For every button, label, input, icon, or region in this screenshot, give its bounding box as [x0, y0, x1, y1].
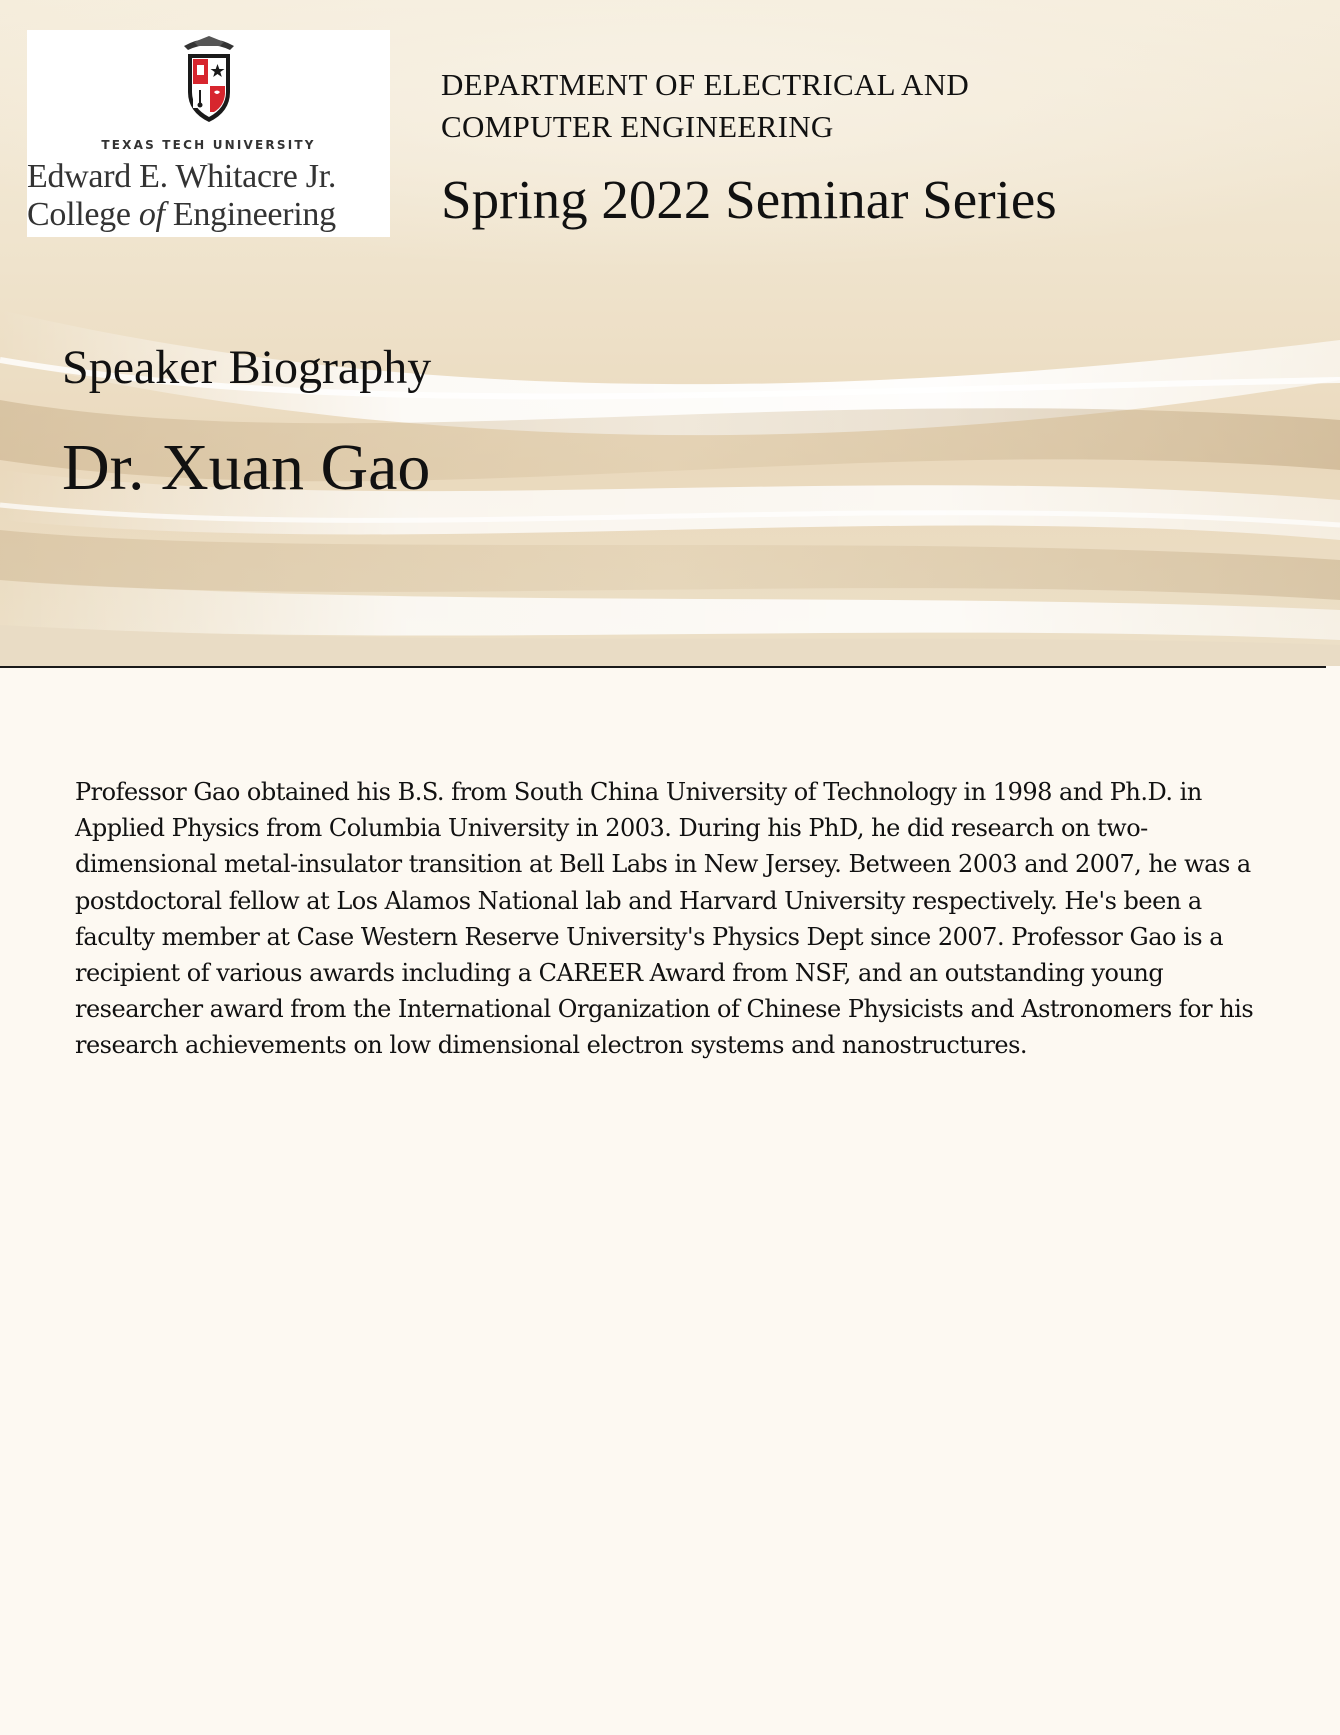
- college-logo: [27, 30, 390, 237]
- header-divider: [0, 666, 1326, 668]
- university-name: TEXAS TECH UNIVERSITY: [101, 138, 316, 152]
- department-name: DEPARTMENT OF ELECTRICAL AND COMPUTER ENGINEERING: [441, 67, 970, 144]
- speaker-name: Dr. Xuan Gao: [62, 431, 431, 504]
- college-name-line1: Edward E. Whitacre Jr.: [27, 158, 337, 195]
- texas-tech-seal-icon: [174, 32, 244, 128]
- college-name-line2-post: Engineering: [164, 196, 336, 233]
- section-label: Speaker Biography: [62, 341, 432, 394]
- college-name-line2-em: of: [138, 196, 165, 233]
- biography-text: Professor Gao obtained his B.S. from South China University of Technology in 1998 and Ph.D. in Applied Physics from Columbia University in 2003. During his PhD, he did research on two-dimensional metal-insulator transition at Bell Labs in New Jersey. Between 2003 and 2007, he was a postdoctoral fellow at Los Alamos National lab and Harvard University respectively. He's been a faculty member at Case Western Reserve University's Physics Dept since 2007. Professor Gao is a recipient of various awards including a CAREER Award from NSF, and an outstanding young researcher award from the International Organization of Chinese Physicists and Astronomers for his research achievements on low dimensional electron systems and nanostructures.: [75, 778, 1254, 1060]
- college-name-line2: [27, 196, 336, 234]
- college-name-line2-pre: College: [27, 196, 139, 233]
- seminar-series-title: Spring 2022 Seminar Series: [441, 169, 1057, 230]
